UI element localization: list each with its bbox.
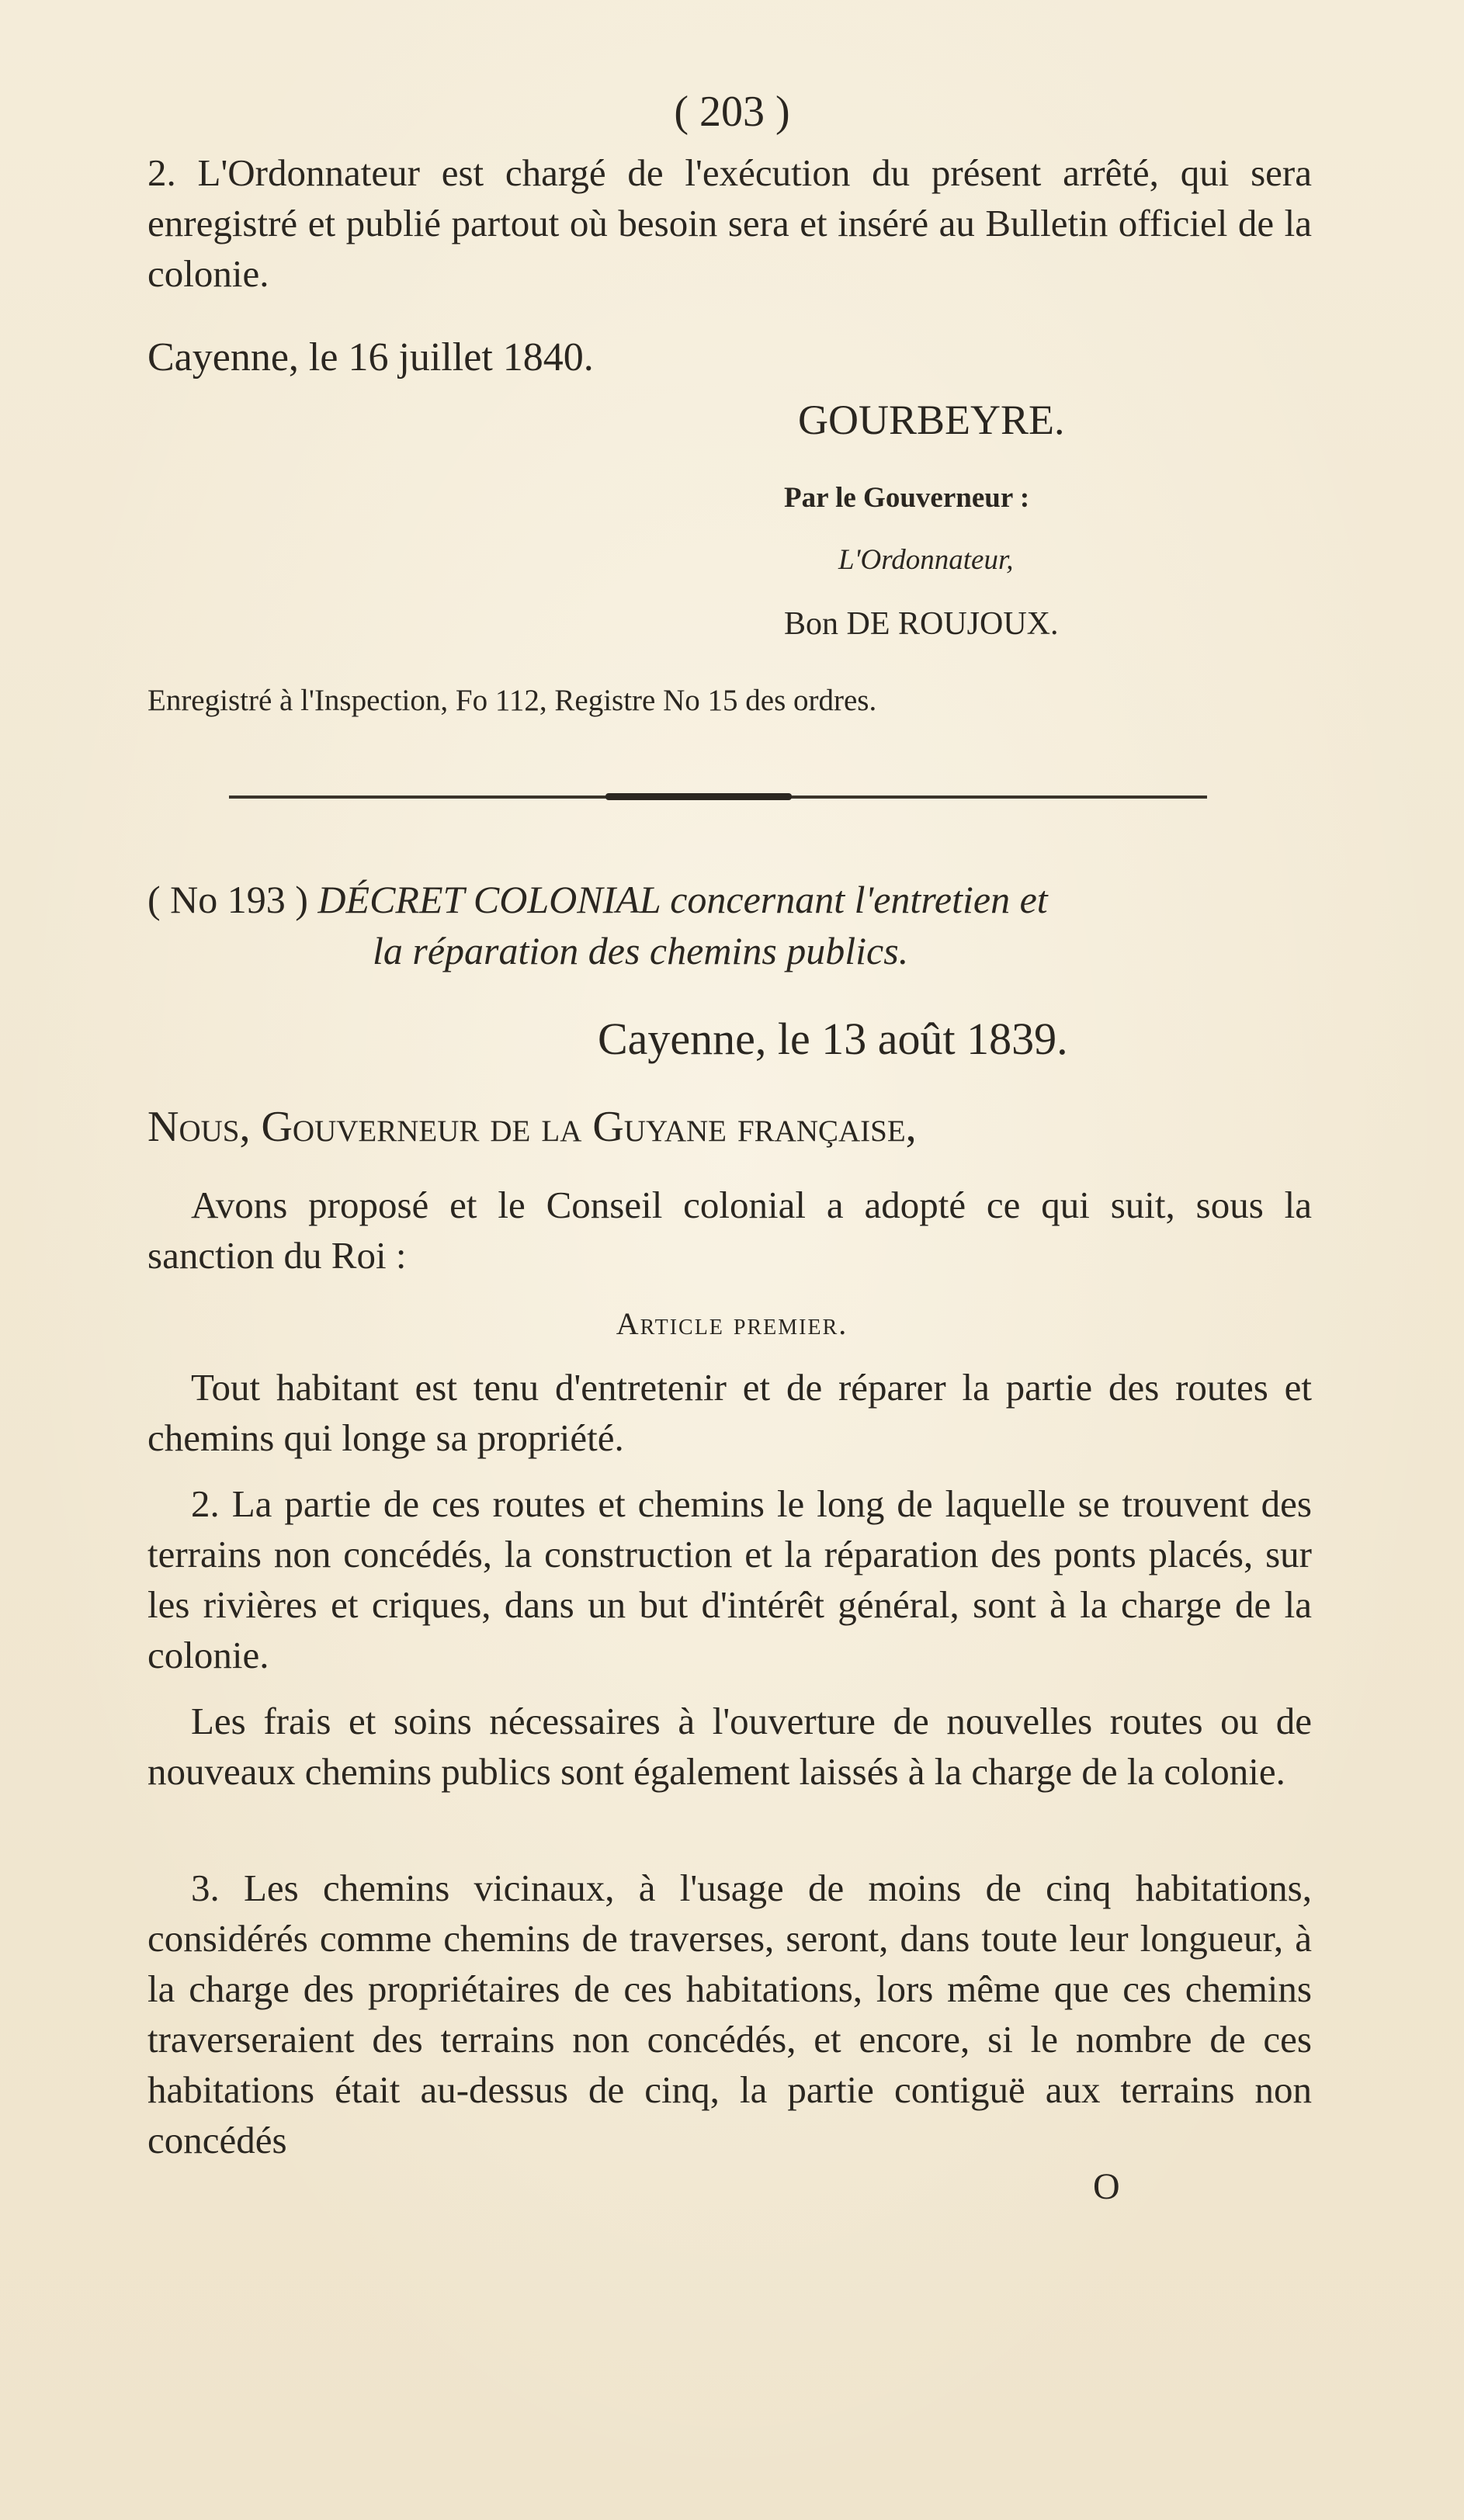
decree-number: ( No 193 ) xyxy=(147,878,308,921)
signature-mark: O xyxy=(1093,2166,1120,2207)
registration-note: Enregistré à l'Inspection, Fo 112, Registre No 15 des ordres. xyxy=(147,684,877,717)
decree-title-line2: la réparation des chemins publics. xyxy=(373,929,909,972)
ordonnateur-title: L'Ordonnateur, xyxy=(838,544,1014,576)
decree-title-line1: DÉCRET COLONIAL concernant l'entretien et xyxy=(317,878,1048,921)
decree-article-3: 3. Les chemins vicinaux, à l'usage de moins de cinq habitations, considérés comme chemins de traverses, seront, dans toute leur longueur, à la charge des propriétaires de ces habitations, lors même que ces chemins traverseraient des terrains non concédés, et encore, si le nombre de ces habitations était au-dessus de cinq, la partie contiguë aux terrains non concédés xyxy=(147,1867,1312,2161)
decree-article-2: 2. La partie de ces routes et chemins le long de laquelle se trouvent des terrains non concédés, la construction et la réparation des ponts placés, sur les rivières et criques, dans un but d'intérêt général, sont à la charge de la colonie. xyxy=(147,1482,1312,1676)
decree-adoption: Avons proposé et le Conseil colonial a adopté ce qui suit, sous la sanction du Roi : xyxy=(147,1184,1312,1277)
page-number: ( 203 ) xyxy=(674,88,790,136)
section-divider-center xyxy=(605,793,792,800)
decree-article-1: Tout habitant est tenu d'entretenir et de réparer la partie des routes et chemins qui longe sa propriété. xyxy=(147,1366,1312,1459)
previous-article-2 xyxy=(147,147,1312,299)
decree-heading xyxy=(147,877,1312,922)
governor-signature: GOURBEYRE. xyxy=(798,397,1065,443)
previous-place-date: Cayenne, le 16 juillet 1840. xyxy=(147,335,594,380)
article-premier-heading: Article premier. xyxy=(616,1306,848,1341)
decree-preamble: Nous, Gouverneur de la Guyane française, xyxy=(147,1103,917,1151)
decree-article-2-continued: Les frais et soins nécessaires à l'ouverture de nouvelles routes ou de nouveaux chemins publics sont également laissés à la charge de la colonie. xyxy=(147,1700,1312,1793)
ordonnateur-name: Bon DE ROUJOUX. xyxy=(784,606,1059,642)
previous-article-2-text: 2. L'Ordonnateur est chargé de l'exécution du présent arrêté, qui sera enregistré et publié partout où besoin sera et inséré au Bulletin officiel de la colonie. xyxy=(147,151,1312,295)
by-governor: Par le Gouverneur : xyxy=(784,482,1030,514)
decree-place-date: Cayenne, le 13 août 1839. xyxy=(598,1014,1068,1064)
